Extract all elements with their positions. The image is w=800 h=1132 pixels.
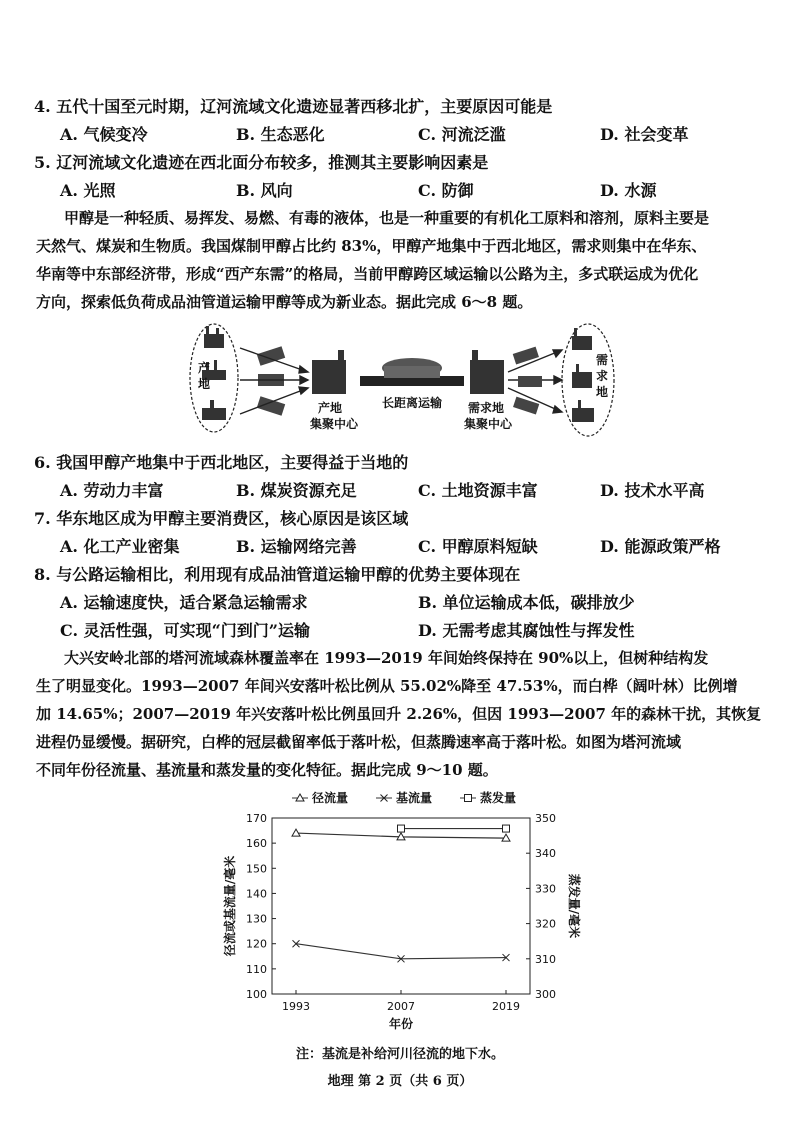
q4-option-a[interactable]: A. 气候变冷 xyxy=(60,125,148,144)
q5-option-a[interactable]: A. 光照 xyxy=(60,181,116,200)
x-tick-label: 2007 xyxy=(387,1000,415,1013)
y-axis-label: 径流或基流量/毫米 xyxy=(223,855,237,957)
q8-option-d[interactable]: D. 无需考虑其腐蚀性与挥发性 xyxy=(418,621,635,640)
x-tick-label: 2019 xyxy=(492,1000,520,1013)
y-tick-label: 100 xyxy=(246,988,267,1001)
methanol-passage xyxy=(36,204,760,316)
origin-hub-label-line: 产地 xyxy=(317,401,342,415)
plot-frame xyxy=(272,818,530,994)
data-point-0 xyxy=(292,829,300,836)
long-haul-label: 长距离运输 xyxy=(381,396,442,410)
q5-option-d[interactable]: D. 水源 xyxy=(600,181,657,200)
chart-svg xyxy=(220,784,590,1034)
y2-tick-label: 300 xyxy=(535,988,556,1001)
passage1-line: 方向，探索低负荷成品油管道运输甲醇等成为新业态。据此完成 6～8 题。 xyxy=(36,293,533,311)
x-tick-label: 1993 xyxy=(282,1000,310,1013)
legend-label: 径流量 xyxy=(312,791,349,805)
passage2-line: 生了明显变化。1993—2007 年间兴安落叶松比例从 55.02%降至 47.53%，而白桦（阔叶林）比例增 xyxy=(36,677,738,695)
passage2-line: 大兴安岭北部的塔河流域森林覆盖率在 1993—2019 年间始终保持在 90%以上，但树种结构发 xyxy=(64,649,709,667)
q6-option-c[interactable]: C. 土地资源丰富 xyxy=(418,481,538,500)
taha-passage xyxy=(36,644,760,784)
y-tick-label: 130 xyxy=(246,912,267,926)
y-tick-label: 120 xyxy=(246,937,267,951)
page-footer: 地理 第 2 页（共 6 页） xyxy=(327,1074,473,1089)
q7-option-b[interactable]: B. 运输网络完善 xyxy=(236,537,357,556)
y2-tick-label: 340 xyxy=(535,847,556,861)
legend-marker xyxy=(465,795,472,802)
y2-axis-label: 蒸发量/毫米 xyxy=(567,873,581,939)
question-6-stem: 6. 我国甲醇产地集中于西北地区，主要得益于当地的 xyxy=(34,453,409,472)
y2-tick-label: 330 xyxy=(535,882,556,896)
origin-hub-label-line: 集聚中心 xyxy=(310,417,359,431)
y-tick-label: 110 xyxy=(246,962,267,976)
question-8-stem: 8. 与公路运输相比，利用现有成品油管道运输甲醇的优势主要体现在 xyxy=(34,565,521,584)
q7-option-c[interactable]: C. 甲醇原料短缺 xyxy=(418,537,538,556)
q6-option-a[interactable]: A. 劳动力丰富 xyxy=(60,481,164,500)
demand-label: 需求地 xyxy=(596,353,609,399)
y-tick-label: 160 xyxy=(246,837,267,851)
factory-icon xyxy=(572,328,594,422)
chart-note: 注：基流是补给河川径流的地下水。 xyxy=(295,1047,504,1062)
x-axis-label: 年份 xyxy=(388,1017,414,1031)
q6-option-b[interactable]: B. 煤炭资源充足 xyxy=(236,481,357,500)
y-tick-label: 170 xyxy=(246,812,267,825)
origin-hub-icon xyxy=(312,350,346,394)
q7-option-d[interactable]: D. 能源政策严格 xyxy=(600,537,721,556)
demand-hub-label-line: 需求地 xyxy=(467,401,504,415)
question-7-stem: 7. 华东地区成为甲醇主要消费区，核心原因是该区域 xyxy=(34,509,409,528)
demand-hub-icon xyxy=(470,350,504,394)
passage1-line: 甲醇是一种轻质、易挥发、易燃、有毒的液体，也是一种重要的有机化工原料和溶剂，原料主要是 xyxy=(64,209,710,227)
y2-tick-label: 320 xyxy=(535,917,556,931)
q4-option-c[interactable]: C. 河流泛滥 xyxy=(418,125,506,144)
origin-hub-label xyxy=(310,400,359,432)
q6-option-d[interactable]: D. 技术水平高 xyxy=(600,481,705,500)
passage2-line: 加 14.65%；2007—2019 年兴安落叶松比例虽回升 2.26%，但因 1993—2007 年的森林干扰，其恢复 xyxy=(36,705,762,723)
q8-option-c[interactable]: C. 灵活性强，可实现“门到门”运输 xyxy=(60,621,311,640)
passage2-line: 不同年份径流量、基流量和蒸发量的变化特征。据此完成 9～10 题。 xyxy=(36,761,498,779)
data-point-2 xyxy=(398,825,405,832)
passage1-line: 天然气、煤炭和生物质。我国煤制甲醇占比约 83%，甲醇产地集中于西北地区，需求则集中在华东、 xyxy=(36,237,707,255)
series-line-1 xyxy=(296,944,506,959)
pipeline-icon xyxy=(360,358,464,386)
q5-option-c[interactable]: C. 防御 xyxy=(418,181,474,200)
passage1-line: 华南等中东部经济带，形成“西产东需”的格局，当前甲醇跨区域运输以公路为主，多式联运成为优化 xyxy=(36,265,699,283)
demand-hub-label-line: 集聚中心 xyxy=(464,417,513,431)
question-5-stem: 5. 辽河流域文化遗迹在西北面分布较多，推测其主要影响因素是 xyxy=(34,153,489,172)
data-point-2 xyxy=(503,825,510,832)
q4-option-b[interactable]: B. 生态恶化 xyxy=(236,125,325,144)
legend-label: 蒸发量 xyxy=(480,791,517,805)
passage2-line: 进程仍显缓慢。据研究，白桦的冠层截留率低于落叶松，但蒸腾速率高于落叶松。如图为塔河流域 xyxy=(36,733,682,751)
q8-option-b[interactable]: B. 单位运输成本低，碳排放少 xyxy=(418,593,635,612)
q7-option-a[interactable]: A. 化工产业密集 xyxy=(60,537,180,556)
diagram-graphic xyxy=(188,322,618,446)
question-4-stem: 4. 五代十国至元时期，辽河流域文化遗迹显著西移北扩，主要原因可能是 xyxy=(34,97,553,116)
y2-tick-label: 310 xyxy=(535,952,556,966)
demand-hub-label xyxy=(464,400,513,432)
q4-option-d[interactable]: D. 社会变革 xyxy=(600,125,689,144)
y-tick-label: 140 xyxy=(246,887,267,901)
y2-tick-label: 350 xyxy=(535,812,556,825)
q5-option-b[interactable]: B. 风向 xyxy=(236,181,293,200)
y-tick-label: 150 xyxy=(246,862,267,876)
runoff-chart xyxy=(220,784,590,1034)
methanol-transport-diagram xyxy=(188,322,618,446)
legend-label: 基流量 xyxy=(396,791,433,805)
origin-label: 产地 xyxy=(198,361,211,391)
q8-option-a[interactable]: A. 运输速度快，适合紧急运输需求 xyxy=(60,593,308,612)
